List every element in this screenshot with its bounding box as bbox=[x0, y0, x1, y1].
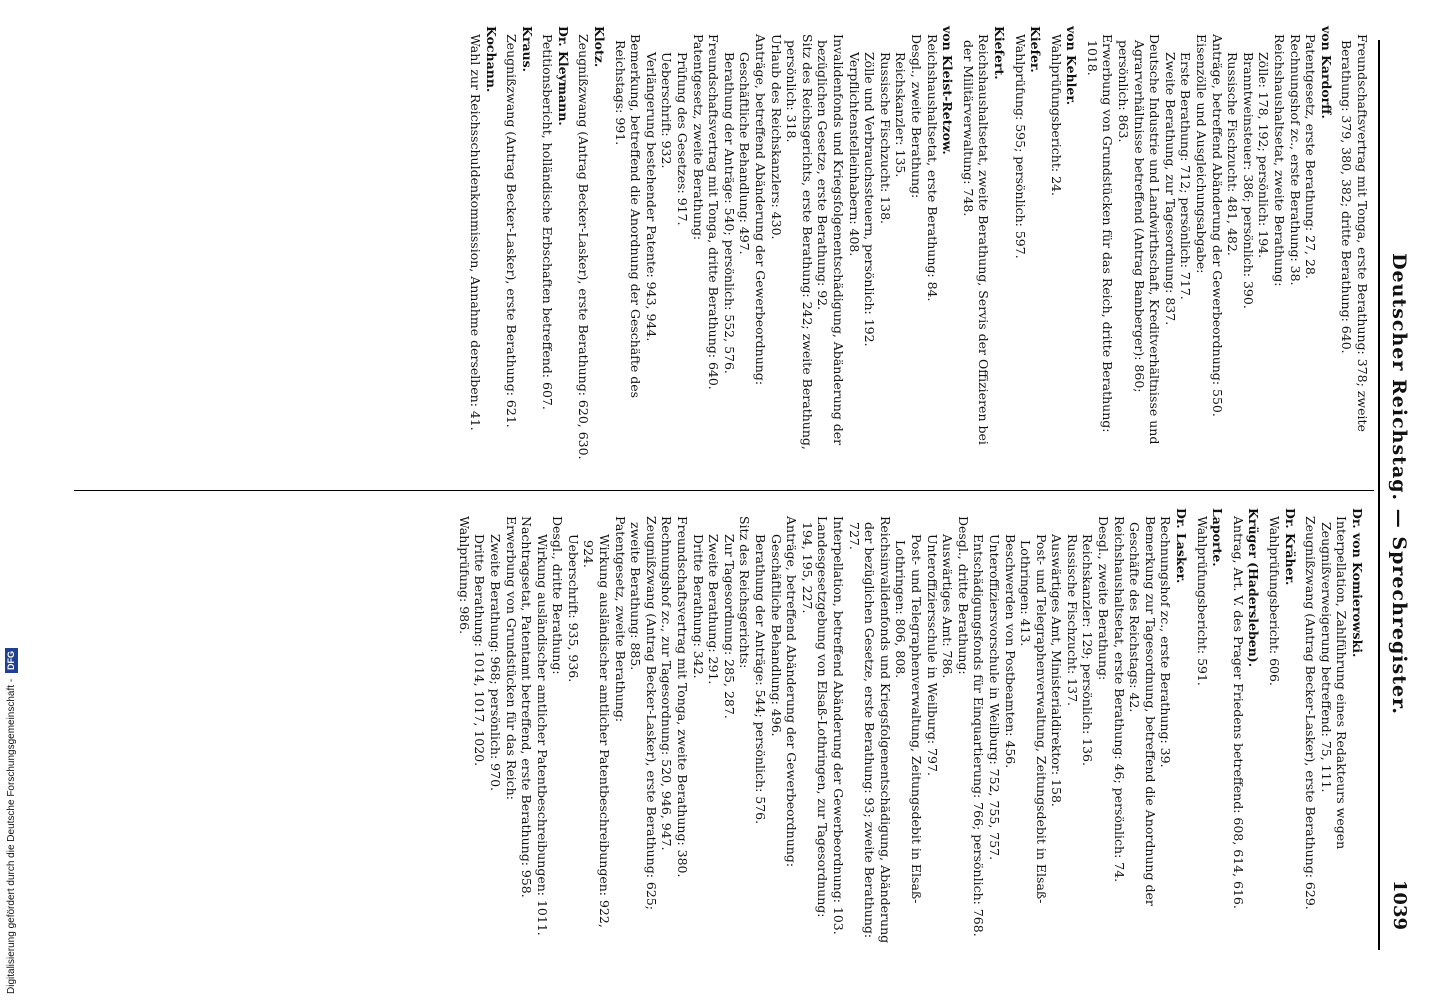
column-separator bbox=[74, 490, 1374, 491]
speaker-name: von Kehler. bbox=[1064, 26, 1080, 106]
register-entry: Geschäftliche Behandlung: 496. bbox=[768, 534, 784, 737]
register-entry: Rechnungshof zc., erste Berathung: 39. bbox=[1158, 516, 1174, 768]
register-entry: Wahl zur Reichsschuldenkommission, Annahme derselben: 41. bbox=[467, 34, 483, 431]
register-entry: Anträge, betreffend Abänderung der Gewerbeordnung: 550. bbox=[1209, 34, 1225, 417]
register-entry: Wirkung ausländischer amtlicher Patentbeschreibungen: 922, 924. bbox=[581, 534, 613, 928]
register-entry: Beschwerden von Postbeamten: 456. bbox=[1002, 534, 1018, 769]
register-entry: Wahlprüfung: 595; persönlich: 597. bbox=[1012, 34, 1028, 259]
register-entry: Reichskanzler: 135. bbox=[893, 52, 909, 178]
register-entry: Freundschaftsvertrag mit Tonga, erste Berathung: 378; zweite Berathung: 379, 380, 382; dritte Berathung: 640. bbox=[1339, 34, 1370, 432]
register-entry: Zeugnißzwang (Antrag Becker-Lasker), erste Berathung: 625; zweite Berathung: 885. bbox=[628, 516, 659, 910]
speaker-name: Krüger (Hadersleben). bbox=[1246, 508, 1262, 668]
register-entry: Desgl., dritte Berathung: bbox=[550, 516, 566, 675]
dfg-logo: DFG bbox=[5, 648, 18, 673]
speaker-name: Kiefert. bbox=[991, 26, 1007, 80]
register-entry: Russische Fischzucht: 138. bbox=[877, 52, 893, 224]
digitization-footer bbox=[2, 0, 22, 1000]
register-entry: Verlängerung bestehender Patente: 943, 944. bbox=[643, 52, 659, 342]
page-number: 1039 bbox=[1389, 879, 1410, 930]
register-entry: Desgl., zweite Berathung: bbox=[908, 34, 924, 199]
register-entry: Reichshaushaltsetat, erste Berathung: 46; persönlich: 74. bbox=[1111, 516, 1127, 883]
register-entry: Verpflichtenstelleinhabern: 408. bbox=[846, 52, 862, 257]
register-entry: Zeugnißzwang (Antrag Becker-Lasker), erste Berathung: 621. bbox=[504, 34, 520, 428]
register-entry: Branntweinsteuer: 386; persönlich: 390. bbox=[1240, 52, 1256, 309]
register-entry: Reichskanzler: 129; persönlich: 136. bbox=[1080, 534, 1096, 766]
register-entry: Zweite Berathung: 968; persönlich: 970. bbox=[487, 534, 503, 792]
speaker-name: Dr. Kleymann. bbox=[555, 26, 571, 126]
register-entry: Reichshaushaltsetat, erste Berathung: 84. bbox=[924, 34, 940, 302]
register-entry: Berathung der Anträge: 544; persönlich: 576. bbox=[753, 534, 769, 825]
register-entry: Dritte Berathung: 1014, 1017, 1020. bbox=[472, 534, 488, 767]
speaker-name: Kiefer. bbox=[1028, 26, 1044, 73]
register-entry: Auswärtiges Amt, Ministerialdirektor: 158. bbox=[1049, 534, 1065, 807]
register-entry: Russische Fischzucht: 481, 482. bbox=[1225, 52, 1241, 256]
register-entry: Desgl., zweite Berathung: bbox=[1096, 516, 1112, 681]
register-entry: Dritte Berathung: 342. bbox=[690, 534, 706, 679]
register-entry: Urlaub des Reichskanzlers: 430. bbox=[768, 34, 784, 240]
register-entry: Eisenzölle und Ausgleichungsabgabe: bbox=[1194, 34, 1210, 274]
register-entry: Geschäftliche Behandlung: 497. bbox=[737, 52, 753, 255]
register-entry: Freundschaftsvertrag mit Tonga, zweite Berathung: 380. bbox=[675, 516, 691, 878]
register-entry: Russische Fischzucht: 137. bbox=[1064, 534, 1080, 706]
register-entry: Antrag, Art. V. des Prager Friedens betreffend: 608, 614, 616. bbox=[1230, 516, 1246, 909]
register-entry: Anträge, betreffend Abänderung der Gewerbeordnung: bbox=[753, 34, 769, 386]
register-entry: Freundschaftsvertrag mit Tonga, dritte Berathung: 640. bbox=[706, 34, 722, 390]
register-entry: Nachtragsetat, Patentamt betreffend, erste Berathung: 958. bbox=[519, 516, 535, 898]
register-entry: Berathung der Anträge: 540; persönlich: 552, 576. bbox=[721, 52, 737, 374]
register-entry: Invalidenfonds und Kriegsfolgenentschädigung, Abänderung der bezüglichen Gesetze, erste Berathung: 92. bbox=[815, 34, 846, 446]
register-entry: Patentgesetz, erste Berathung: 27, 28. bbox=[1303, 34, 1319, 279]
register-entry: Wahlprüfungsbericht: 606. bbox=[1267, 516, 1283, 686]
right-column bbox=[456, 508, 1370, 948]
register-entry: Unteroffiziersvorschule in Weilburg: 752, 755, 757. bbox=[986, 534, 1002, 861]
register-entry: Sitz des Reichsgerichts, erste Berathung: 242; zweite Berathung, persönlich: 318. bbox=[784, 34, 815, 450]
register-entry: Wirkung ausländischer amtlicher Patentbeschreibungen: 1011. bbox=[534, 534, 550, 936]
speaker-name: Dr. Kräher. bbox=[1282, 508, 1298, 586]
register-entry: Reichsinvalidenfonds und Kriegsfolgenentschädigung, Abänderung der bezüglichen Gesetze, erste Berathung: 93; zweite Berathung: 727. bbox=[846, 516, 893, 944]
register-entry: Unteroffiziersschule in Weilburg: 797. bbox=[924, 534, 940, 776]
register-entry: Zölle und Verbrauchssteuern, persönlich: 192. bbox=[862, 52, 878, 347]
page-header bbox=[1380, 18, 1414, 950]
register-entry: Interpellation, betreffend Abänderung der Gewerbeordnung: 103. bbox=[831, 516, 846, 935]
register-entry: Entschädigungsfonds für Einquartierung: 766; persönlich: 768. bbox=[971, 534, 987, 937]
register-entry: Interpellation, Zahlführung eines Redakteurs wegen Zeugnißverweigerung betreffend: 75, 111. bbox=[1318, 516, 1350, 850]
register-entry: Ueberschrift: 935, 936. bbox=[565, 534, 581, 683]
page-title: Deutscher Reichstag. — Sprechregister. bbox=[1388, 253, 1410, 715]
speaker-name: von Kardorff. bbox=[1318, 26, 1334, 119]
footer-text: Digitalisierung gefördert durch die Deutsche Forschungsgemeinschaft - bbox=[6, 678, 17, 994]
register-entry: Reichshaushaltsetat, zweite Berathung: bbox=[1272, 34, 1288, 287]
speaker-name: Kochann. bbox=[483, 26, 499, 93]
register-entry: Prüfung des Gesetzes: 917. bbox=[675, 52, 691, 226]
register-entry: Bemerkung, betreffend die Anordnung der Geschäfte des Reichstags: 991. bbox=[612, 34, 644, 399]
speaker-name: Dr. Lasker. bbox=[1174, 508, 1190, 584]
register-entry: Zur Tagesordnung: 285, 287. bbox=[721, 534, 737, 719]
register-entry: Wahlprüfungsbericht: 24. bbox=[1048, 34, 1064, 196]
register-entry: Erwerbung von Grundstücken für das Reich: bbox=[503, 516, 519, 800]
register-entry: Patentgesetz, zweite Berathung: bbox=[690, 34, 706, 241]
register-entry: Zeugnißzwang (Antrag Becker-Lasker), erste Berathung: 620, 630. bbox=[576, 34, 592, 460]
register-entry: Wahlprüfung: 986. bbox=[456, 516, 472, 635]
register-entry: Wahlprüfungsbericht: 591. bbox=[1194, 516, 1210, 686]
register-entry: Anträge, betreffend Abänderung der Gewerbeordnung: bbox=[784, 516, 800, 868]
register-entry: Zeugnißzwang (Antrag Becker-Lasker), erste Berathung: 629. bbox=[1303, 516, 1319, 910]
register-entry: Desgl., dritte Berathung: bbox=[955, 516, 971, 675]
register-entry: Erste Berathung: 712; persönlich: 717. bbox=[1178, 52, 1194, 300]
register-entry: Zweite Berathung: 291. bbox=[706, 534, 722, 685]
register-entry: Post- und Telegraphenverwaltung, Zeitungsdebit in Elsaß-Lothringen: 806, 808. bbox=[893, 534, 924, 904]
register-entry: Post- und Telegraphenverwaltung, Zeitungsdebit in Elsaß-Lothringen: 413. bbox=[1018, 534, 1049, 904]
register-entry: Rechnungshof zc., zur Tagesordnung: 520, 946, 947. bbox=[659, 516, 675, 851]
speaker-name: Laporte. bbox=[1210, 508, 1226, 567]
register-entry: Sitz des Reichsgerichts: bbox=[737, 516, 753, 669]
speaker-name: Klotz. bbox=[592, 26, 608, 68]
register-entry: Reichshaushaltsetat, zweite Berathung, Servis der Offizieren bei der Militärverwaltung: 748. bbox=[960, 34, 992, 445]
register-entry: Petitionsbericht, holländische Erbschaften betreffend: 607. bbox=[540, 34, 556, 410]
register-entry: Erwerbung von Grundstücken für das Reich, dritte Berathung: 1018. bbox=[1084, 34, 1116, 433]
header-rule bbox=[1378, 40, 1380, 950]
register-entry: Patentgesetz, zweite Berathung: bbox=[612, 516, 628, 723]
register-entry: Ueberschrift: 932. bbox=[659, 52, 675, 169]
register-entry: Auswärtiges Amt: 786. bbox=[940, 534, 956, 679]
left-column bbox=[467, 26, 1370, 466]
register-entry: Rechnungshof zc., erste Berathung: 38. bbox=[1287, 34, 1303, 286]
register-entry: Zweite Berathung, zur Tagesordnung: 837. bbox=[1162, 52, 1178, 326]
speaker-name: Kraus. bbox=[519, 26, 535, 73]
speaker-name: Dr. von Komierowski. bbox=[1350, 508, 1365, 658]
speaker-name: von Kleist-Retzow. bbox=[940, 26, 956, 155]
register-entry: Deutsche Industrie und Landwirthschaft, Kreditverhältnisse und Agrarverhältnisse betreffend (Antrag Bamberger): 860; persönlich: 863. bbox=[1116, 34, 1163, 445]
register-entry: Bemerkung zur Tagesordnung, betreffend die Anordnung der Geschäfte des Reichstags: 42. bbox=[1127, 516, 1158, 906]
register-entry: Zölle: 178, 192; persönlich: 194. bbox=[1256, 52, 1272, 259]
register-entry: Landesgesetzgebung von Elsaß-Lothringen, zur Tagesordnung: 194, 195, 227. bbox=[799, 516, 831, 918]
